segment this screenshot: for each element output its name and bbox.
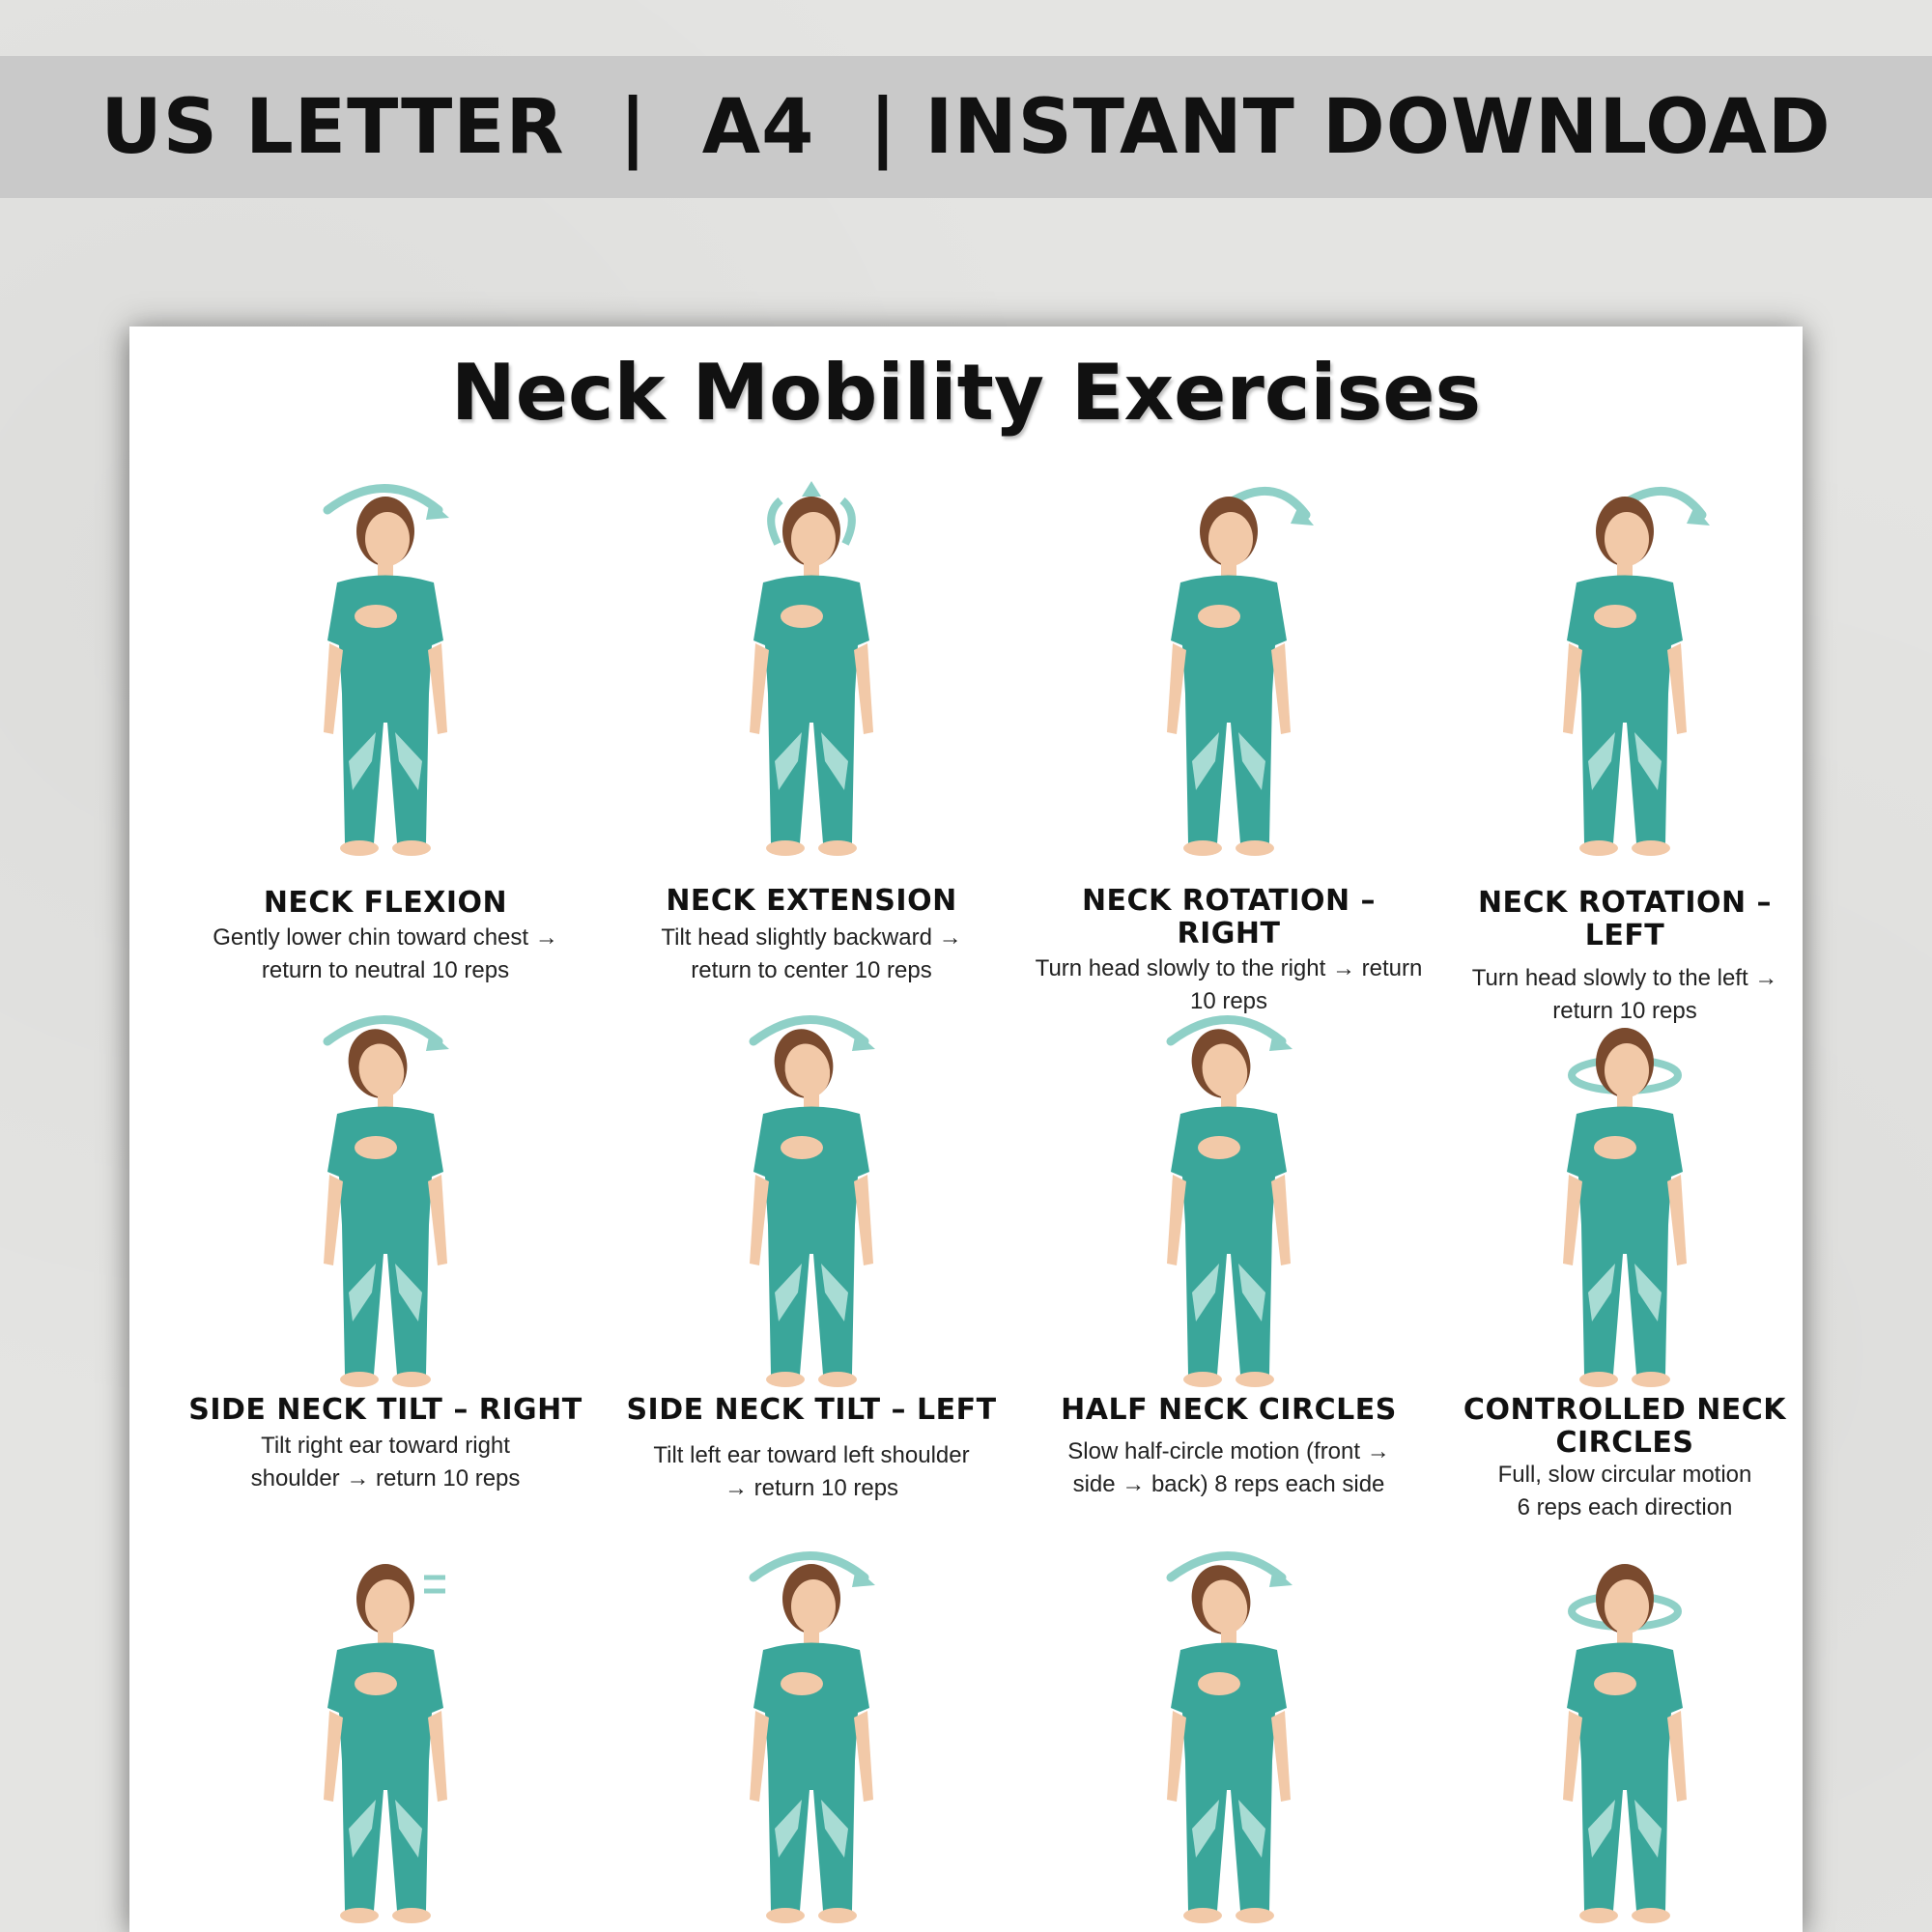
woman-figure-illustration: [1026, 1003, 1432, 1389]
exercise-name: NECK FLEXION: [263, 886, 508, 920]
figure-svg: [183, 1539, 588, 1925]
exercise-name: SIDE NECK TILT – LEFT: [626, 1393, 997, 1427]
figure-svg: [609, 1539, 1014, 1925]
woman-figure-illustration: [1422, 1003, 1828, 1389]
exercise-description: Full, slow circular motion 6 reps each direction: [1497, 1462, 1752, 1520]
figure-svg: [1026, 471, 1432, 858]
exercise-description: Tilt left ear toward left shoulder → return 10 reps: [653, 1442, 970, 1501]
woman-figure-illustration: [183, 1539, 588, 1925]
banner-text: US LETTER | A4 | INSTANT DOWNLOAD: [100, 83, 1832, 171]
woman-figure-illustration: [1026, 1539, 1432, 1925]
figure-svg: [609, 1003, 1014, 1389]
woman-figure-illustration: [183, 1003, 588, 1389]
exercise-name: SIDE NECK TILT – RIGHT: [188, 1393, 582, 1427]
woman-figure-illustration: [1026, 471, 1432, 858]
exercise-sheet: [129, 327, 1803, 1932]
exercise-name: NECK ROTATION – RIGHT: [1081, 884, 1377, 951]
figure-svg: [1422, 471, 1828, 858]
figure-svg: [1026, 1539, 1432, 1925]
woman-figure-illustration: [1422, 471, 1828, 858]
woman-figure-illustration: [609, 471, 1014, 858]
woman-figure-illustration: [609, 1003, 1014, 1389]
exercise-description: Tilt head slightly backward → return to center 10 reps: [661, 924, 962, 983]
exercise-description: Turn head slowly to the left → return 10 reps: [1471, 965, 1778, 1024]
exercise-description: Tilt right ear toward right shoulder → return 10 reps: [250, 1433, 521, 1492]
figure-svg: [1026, 1003, 1432, 1389]
figure-svg: [183, 471, 588, 858]
woman-figure-illustration: [1422, 1539, 1828, 1925]
top-banner: [0, 56, 1932, 198]
figure-svg: [183, 1003, 588, 1389]
exercise-name: NECK EXTENSION: [666, 884, 957, 918]
exercise-description: Slow half-circle motion (front → side → back) 8 reps each side: [1067, 1438, 1390, 1497]
exercise-description: Turn head slowly to the right → return 10 reps: [1035, 955, 1423, 1014]
exercise-name: HALF NECK CIRCLES: [1061, 1393, 1397, 1427]
exercise-description: Gently lower chin toward chest → return to neutral 10 reps: [213, 924, 558, 983]
sheet-title: Neck Mobility Exercises: [450, 348, 1482, 438]
woman-figure-illustration: [183, 471, 588, 858]
figure-svg: [1422, 1539, 1828, 1925]
exercise-name: NECK ROTATION – LEFT: [1477, 886, 1773, 952]
figure-svg: [1422, 1003, 1828, 1389]
figure-svg: [609, 471, 1014, 858]
exercise-name: CONTROLLED NECK CIRCLES: [1463, 1393, 1787, 1460]
woman-figure-illustration: [609, 1539, 1014, 1925]
